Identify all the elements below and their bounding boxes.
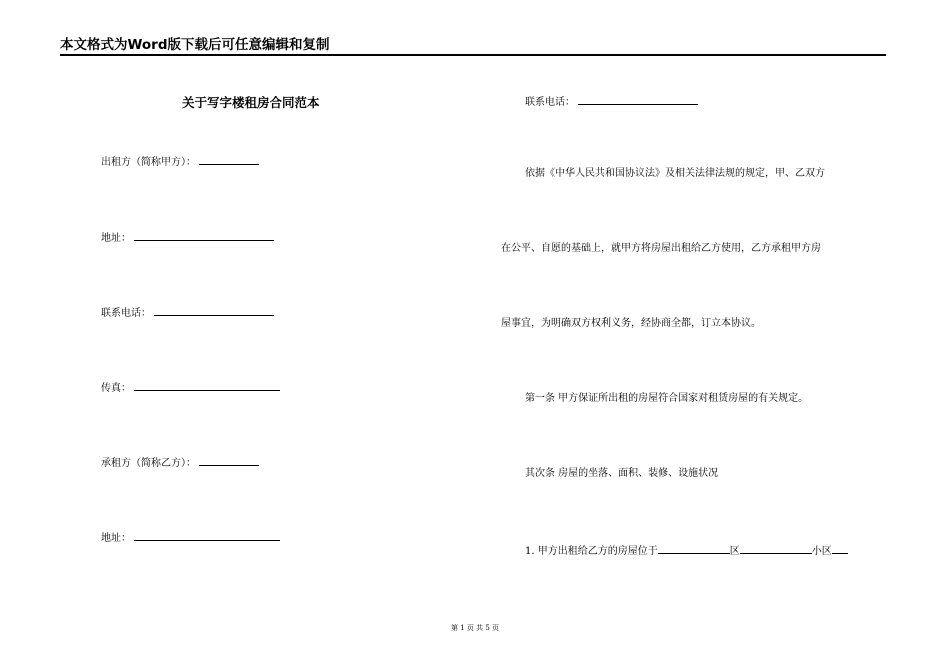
page-footer: 第 1 页 共 5 页 [450,624,500,632]
item-1-text-c: 小区 [811,546,832,557]
lessor-blank[interactable] [199,153,259,165]
header-rule [60,54,886,56]
lessor-phone-blank[interactable] [154,304,274,316]
lessee-label: 承租方（简称乙方）： [101,458,196,469]
document-header: 本文格式为Word版下载后可任意编辑和复制 [60,37,330,53]
paragraph-line-1: 依据《中华人民共和国协议法》及相关法律法规的规定，甲、乙双方 [525,168,825,179]
document-title: 关于写字楼租房合同范本 [182,95,320,110]
lessor-fax-label: 传真： [101,383,131,394]
community-blank[interactable] [740,542,812,554]
item-1-text-a: 1. 甲方出租给乙方的房屋位于 [525,546,658,557]
lessee-blank[interactable] [199,454,259,466]
right-phone-line [525,93,698,110]
lessor-line [101,153,259,170]
item-1-tail-blank[interactable] [832,542,848,554]
item-1-text-b: 区 [729,546,740,557]
lessor-address-blank[interactable] [134,229,274,241]
lessor-fax-blank[interactable] [134,379,280,391]
lessee-line [101,454,259,471]
lessor-label: 出租方（简称甲方）： [101,157,196,168]
district-blank[interactable] [658,542,730,554]
article-2: 其次条 房屋的坐落、面积、装修、设施状况 [525,468,719,479]
item-1-line [525,542,848,559]
paragraph-line-2: 在公平、自愿的基础上，就甲方将房屋出租给乙方使用，乙方承租甲方房 [501,243,821,254]
lessee-address-line [101,529,280,546]
lessor-address-line [101,229,274,246]
paragraph-line-3: 屋事宜，为明确双方权利义务，经协商全都，订立本协议。 [501,318,761,329]
right-phone-blank[interactable] [578,93,698,105]
lessor-address-label: 地址： [101,233,131,244]
right-phone-label: 联系电话： [525,97,575,108]
lessor-phone-label: 联系电话： [101,308,151,319]
article-1: 第一条 甲方保证所出租的房屋符合国家对租赁房屋的有关规定。 [525,393,809,404]
lessee-address-label: 地址： [101,533,131,544]
lessor-fax-line [101,379,280,396]
lessee-address-blank[interactable] [134,529,280,541]
lessor-phone-line [101,304,274,321]
